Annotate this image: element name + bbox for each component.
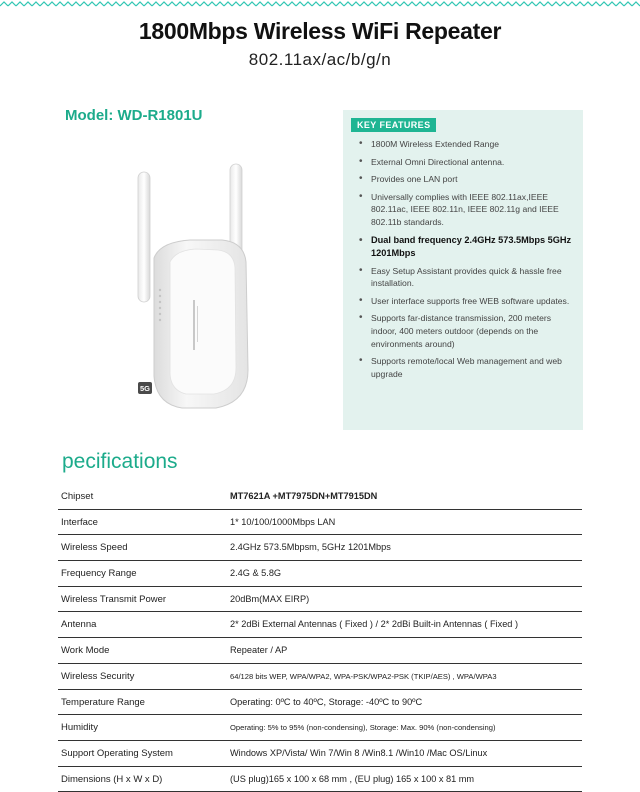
spec-value: 2.4GHz 573.5Mbpsm, 5GHz 1201Mbps [230, 542, 391, 553]
spec-row-antenna [58, 612, 582, 638]
feature-item: • User interface supports free WEB software updates. [357, 295, 577, 308]
zigzag-border [0, 0, 640, 8]
key-features-panel [343, 110, 583, 430]
spec-label: Wireless Speed [61, 542, 128, 554]
spec-row-humidity [58, 715, 582, 741]
key-features-title: KEY FEATURES [351, 118, 436, 132]
spec-row-transmit-power [58, 587, 582, 613]
spec-row-temperature-range [58, 690, 582, 716]
spec-label: Work Mode [61, 645, 110, 657]
spec-label: Antenna [61, 619, 97, 631]
spec-value: MT7621A +MT7975DN+MT7915DN [230, 491, 378, 501]
spec-label: Dimensions (H x W x D) [61, 773, 163, 785]
spec-label: Temperature Range [61, 696, 145, 708]
page-title: 1800Mbps Wireless WiFi Repeater [138, 18, 502, 44]
spec-row-wireless-security [58, 664, 582, 690]
wifi-repeater-image [120, 150, 280, 420]
spec-value: (US plug)165 x 100 x 68 mm , (EU plug) 165 x 100 x 81 mm [230, 773, 475, 784]
spec-value: Operating: 5% to 95% (non-condensing), Storage: Max. 90% (non-condensing) [230, 723, 496, 733]
spec-value: Repeater / AP [230, 645, 288, 656]
spec-row-frequency-range [58, 561, 582, 587]
spec-label: Wireless Transmit Power [61, 593, 167, 605]
spec-label: Support Operating System [61, 747, 173, 759]
feature-item: • Easy Setup Assistant provides quick & hassle free installation. [357, 265, 577, 290]
spec-row-wireless-speed [58, 535, 582, 561]
spec-value: 64/128 bits WEP, WPA/WPA2, WPA-PSK/WPA2-PSK (TKIP/AES) , WPA/WPA3 [230, 671, 497, 681]
spec-label: Wireless Security [61, 670, 135, 682]
spec-label: Interface [61, 516, 98, 528]
feature-item: • Supports remote/local Web management and web upgrade [357, 355, 577, 380]
page-subtitle: 802.11ax/ac/b/g/n [248, 50, 392, 69]
spec-value: 20dBm(MAX EIRP) [230, 593, 310, 604]
specifications-heading: pecifications [62, 450, 178, 473]
feature-item: • 1800M Wireless Extended Range [357, 138, 577, 151]
model-label: Model: WD-R1801U [65, 107, 203, 124]
feature-item: • Provides one LAN port [357, 173, 577, 186]
spec-value: Windows XP/Vista/ Win 7/Win 8 /Win8.1 /Win10 /Mac OS/Linux [230, 747, 488, 758]
spec-row-operating-system [58, 741, 582, 767]
spec-label: Chipset [61, 491, 94, 502]
spec-row-work-mode [58, 638, 582, 664]
spec-value: 1* 10/100/1000Mbps LAN [230, 516, 336, 527]
spec-label: Humidity [61, 722, 98, 734]
spec-row-chipset [58, 484, 582, 510]
spec-value: 2.4G & 5.8G [230, 568, 282, 579]
feature-item: • Supports far-distance transmission, 200 meters indoor, 400 meters outdoor (depends on the environments around) [357, 312, 577, 350]
specifications-table [58, 484, 582, 792]
key-features-list [357, 138, 577, 385]
spec-value: Operating: 0ºC to 40ºC, Storage: -40ºC to 90ºC [230, 696, 423, 707]
feature-item: • External Omni Directional antenna. [357, 156, 577, 169]
spec-value: 2* 2dBi External Antennas ( Fixed ) / 2* 2dBi Built-in Antennas ( Fixed ) [230, 619, 519, 630]
spec-row-interface [58, 510, 582, 536]
feature-item: • Dual band frequency 2.4GHz 573.5Mbps 5GHz 1201Mbps [357, 234, 577, 260]
spec-row-dimensions [58, 767, 582, 792]
feature-item: • Universally complies with IEEE 802.11ax,IEEE 802.11ac, IEEE 802.11n, IEEE 802.11g and IEEE 802.11b standards. [357, 191, 577, 229]
spec-label: Frequency Range [61, 568, 137, 580]
badge-5g: 5G [139, 384, 151, 393]
